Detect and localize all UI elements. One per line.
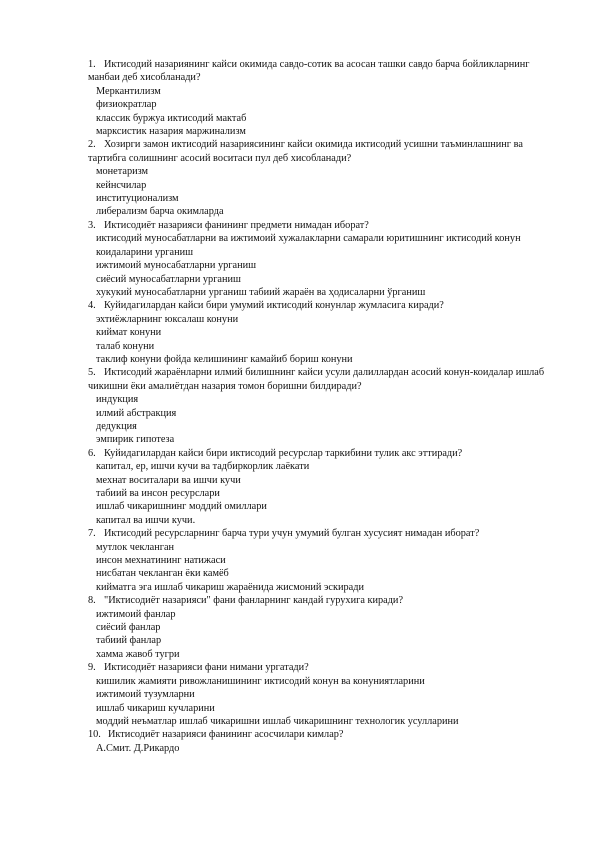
answer-option: кийматга эга ишлаб чикариш жараёнида жисмоний эскиради <box>96 581 364 593</box>
question-3 <box>88 219 548 232</box>
answer-option: ишлаб чикариш кучларини <box>96 702 215 714</box>
question-text: Иктисодиёт назарияси фанининг предмети нимадан иборат? <box>104 219 369 231</box>
answer-option: табиий фанлар <box>96 635 162 647</box>
question-text: Хозирги замон иктисодий назариясининг кайси окимида иктисодий усишни таъминлашнинг ва тартибга солишнинг асосий воситаси пул деб хисобланади? <box>88 139 523 164</box>
question-text: Иктисодиёт назарияси фани нимани ургатади? <box>104 662 309 674</box>
answer-option: капитал, ер, ишчи кучи ва тадбиркорлик лаёкати <box>96 461 310 473</box>
question-6 <box>88 447 548 460</box>
answer-option: хамма жавоб тугри <box>96 648 180 660</box>
question-number: 3. <box>88 219 96 231</box>
answer-option: ижтимоий фанлар <box>96 608 176 620</box>
question-9 <box>88 661 548 674</box>
question-number: 7. <box>88 528 96 540</box>
answer-option: таклиф конуни фойда келишининг камайиб бориш конуни <box>96 353 353 365</box>
answer-option: мехнат воситалари ва ишчи кучи <box>96 474 241 486</box>
answer-option: хукукий муносабатларни урганиш табиий жараён ва ҳодисаларни ўрганиш <box>96 286 426 298</box>
answer-option: инсон мехнатининг натижаси <box>96 555 226 567</box>
question-2 <box>88 138 548 165</box>
answer-option: талаб конуни <box>96 340 155 352</box>
question-4 <box>88 299 548 312</box>
answer-option: ижтимоий тузумларни <box>96 689 195 701</box>
question-8 <box>88 594 548 607</box>
question-7 <box>88 527 548 540</box>
answer-option: киймат конуни <box>96 327 162 339</box>
answer-option: А.Смит. Д.Рикардо <box>96 742 180 754</box>
answer-option: классик буржуа иктисодий мактаб <box>96 112 247 124</box>
document-page <box>88 58 548 755</box>
question-number: 8. <box>88 595 96 607</box>
question-text: Иктисодий жараёнларни илмий билишнинг кайси усули далиллардан асосий конун-коидалар ишлаб чикишни ёки амалиётдан назария томон боришни билдиради? <box>88 367 545 392</box>
question-number: 9. <box>88 662 96 674</box>
answer-option: сиёсий фанлар <box>96 622 161 634</box>
question-text: Иктисодиёт назарияси фанининг асосчилари кимлар? <box>108 729 344 741</box>
answer-option: ишлаб чикаришнинг моддий омиллари <box>96 501 267 513</box>
answer-option: кейнсчилар <box>96 179 147 191</box>
answer-option: сиёсий муносабатларни урганиш <box>96 273 241 285</box>
question-number: 10. <box>88 729 101 741</box>
answer-option: дедукция <box>96 420 137 432</box>
question-text: Куйидагилардан кайси бири умумий иктисодий конунлар жумласига киради? <box>104 300 444 312</box>
question-text: Иктисодий ресурсларнинг барча тури учун умумий булган хусусият нимадан иборат? <box>104 528 480 540</box>
answer-option: иктисодий муносабатларни ва ижтимоий хужалакларни самарали юритишнинг иктисодий конун коидаларини урганиш <box>96 233 521 258</box>
answer-option: табиий ва инсон ресурслари <box>96 488 220 499</box>
question-number: 2. <box>88 139 96 151</box>
answer-option: эхтиёжларнинг юксалаш конуни <box>96 313 239 325</box>
question-number: 6. <box>88 447 96 459</box>
answer-option: мутлок чекланган <box>96 541 175 553</box>
question-text: Куйидагилардан кайси бири иктисодий ресурслар таркибини тулик акс эттиради? <box>104 447 463 459</box>
answer-option: нисбатан чекланган ёки камёб <box>96 568 229 580</box>
question-1 <box>88 58 548 85</box>
answer-option: индукция <box>96 394 139 406</box>
question-10 <box>88 728 548 741</box>
question-number: 1. <box>88 59 96 70</box>
answer-option: моддий неъматлар ишлаб чикаришни ишлаб чикаришнинг технологик усулларини <box>96 715 459 727</box>
answer-option: эмпирик гипотеза <box>96 434 175 446</box>
question-text: Иктисодий назариянинг кайси окимида савдо-сотик ва асосан ташки савдо барча бойликларнинг манбаи деб хисобланади? <box>88 59 530 84</box>
answer-option: институционализм <box>96 193 179 205</box>
answer-option: монетаризм <box>96 166 149 178</box>
answer-option: капитал ва ишчи кучи. <box>96 514 196 526</box>
answer-option: ижтимоий муносабатларни урганиш <box>96 260 257 272</box>
answer-option: Меркантилизм <box>96 85 161 97</box>
answer-option: илмий абстракция <box>96 407 177 419</box>
answer-option: кишилик жамияти ривожланишининг иктисодий конун ва конуниятларини <box>96 675 425 687</box>
question-number: 4. <box>88 300 96 312</box>
question-text: "Иктисодиёт назарияси" фани фанларнинг кандай гурухига киради? <box>104 595 404 607</box>
question-number: 5. <box>88 367 96 379</box>
question-5 <box>88 366 548 393</box>
answer-option: либерализм барча окимларда <box>96 206 224 218</box>
answer-option: физиократлар <box>96 99 157 111</box>
answer-option: марксистик назария маржинализм <box>96 126 246 138</box>
